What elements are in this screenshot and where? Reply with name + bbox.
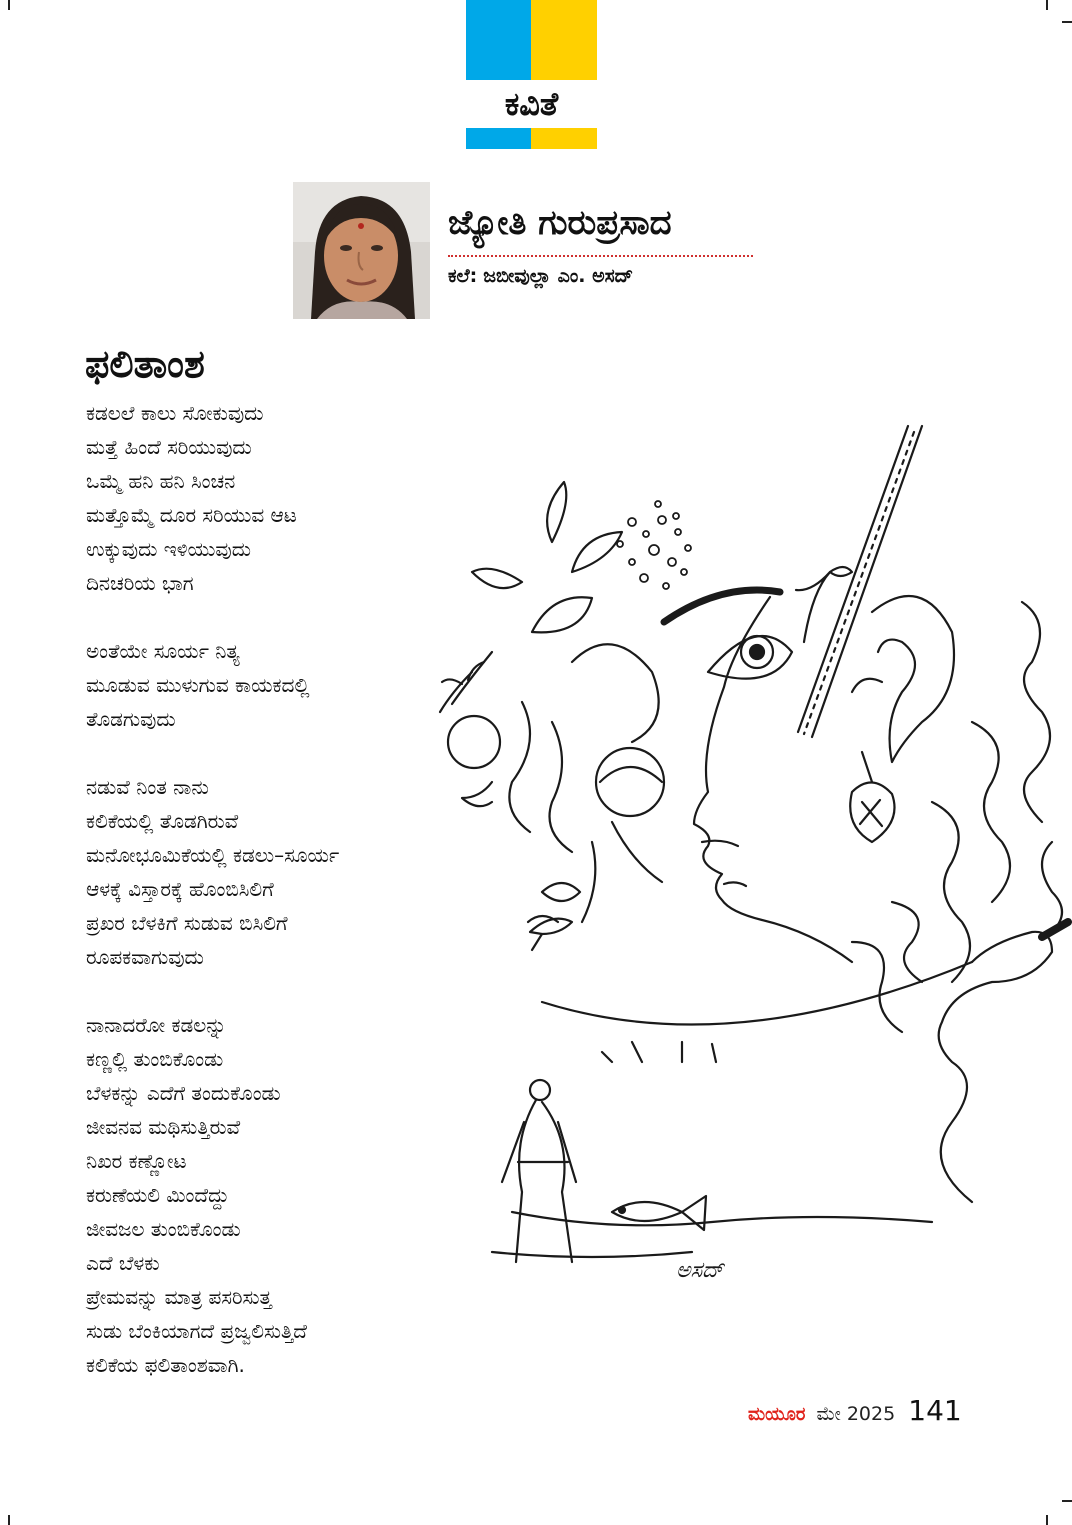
poem-line: ಎದೆ ಬೆಳಕು (86, 1251, 160, 1275)
poem-body (86, 396, 466, 1416)
artist-signature: ಅಸದ್ (676, 1258, 724, 1283)
poem-line: ತೊಡಗುವುದು (86, 707, 176, 731)
ear-sketch (852, 596, 954, 762)
poem-line: ಮತ್ತೆ ಹಿಂದೆ ಸರಿಯುವುದು (86, 435, 252, 459)
crop-mark-right-bottom (1062, 1500, 1072, 1502)
dots-sketch (617, 501, 691, 589)
author-photo (293, 182, 430, 319)
art-credit (448, 262, 639, 290)
poem-line: ದಿನಚರಿಯ ಭಾಗ (86, 571, 194, 595)
poem-line: ಅಂತೆಯೇ ಸೂರ್ಯ ನಿತ್ಯ (86, 639, 240, 663)
page-number: 141 (908, 1394, 962, 1427)
stanza (86, 770, 466, 974)
poem-line: ಮತ್ತೊಮ್ಮೆ ದೂರ ಸರಿಯುವ ಆಟ (86, 503, 297, 527)
poem-line: ಆಳಕ್ಕೆ ವಿಸ್ತಾರಕ್ಕೆ ಹೊಂಬಿಸಿಲಿಗೆ (86, 877, 274, 901)
poem-line: ಜೀವಜಲ ತುಂಬಿಕೊಂಡು (86, 1217, 241, 1241)
poem-line: ನಡುವೆ ನಿಂತ ನಾನು (86, 775, 209, 799)
stanza (86, 634, 466, 736)
author-name: ಜ್ಯೋತಿ ಗುರುಪ್ರಸಾದ (448, 203, 672, 243)
art-credit-prefix: ಕಲೆ: (448, 265, 478, 287)
badge-yellow-block (531, 0, 597, 80)
poem-line: ಪ್ರಖರ ಬೆಳಕಿಗೆ ಸುಡುವ ಬಿಸಿಲಿಗೆ (86, 911, 288, 935)
earring-sketch (850, 752, 894, 842)
poem-illustration (432, 422, 1072, 1342)
poem-line: ಒಮ್ಮೆ ಹನಿ ಹನಿ ಸಿಂಚನ (86, 469, 236, 493)
poem-line: ಪ್ರೇಮವನ್ನು ಮಾತ್ರ ಪಸರಿಸುತ್ತ (86, 1285, 272, 1309)
poem-line: ಕಡಲಲೆ ಕಾಲು ಸೋಕುವುದು (86, 401, 264, 425)
crop-mark-right-top (1062, 21, 1072, 23)
poem-line: ನಿಖರ ಕಣ್ಣೋಟ (86, 1149, 187, 1173)
poem-line: ಕಲಿಕೆಯ ಫಲಿತಾಂಶವಾಗಿ. (86, 1353, 245, 1377)
poem-line: ಜೀವನವ ಮಥಿಸುತ್ತಿರುವೆ (86, 1115, 241, 1139)
author-rule (448, 255, 753, 257)
poem-line: ಮನೋಭೂಮಿಕೆಯಲ್ಲಿ ಕಡಲು–ಸೂರ್ಯ (86, 843, 340, 867)
crop-mark-bottom-right (1046, 1515, 1048, 1525)
poem-line: ಮೂಡುವ ಮುಳುಗುವ ಕಾಯಕದಲ್ಲಿ (86, 673, 310, 697)
badge-blue-strip (466, 128, 531, 149)
poem-line: ಸುಡು ಬೆಂಕಿಯಾಗದೆ ಪ್ರಜ್ವಲಿಸುತ್ತಿದೆ (86, 1319, 307, 1343)
section-label: ಕವಿತೆ (504, 85, 559, 123)
stanza (86, 396, 466, 600)
poem-line: ರೂಪಕವಾಗುವುದು (86, 945, 204, 969)
page-footer (748, 1393, 962, 1433)
stanza (86, 1008, 466, 1382)
crop-mark-bottom-left (8, 1515, 10, 1525)
scroll-sketch (492, 922, 1068, 1257)
bird-sketch (530, 919, 572, 950)
poem-line: ಕಣ್ಣಲ್ಲಿ ತುಂಬಿಕೊಂಡು (86, 1047, 224, 1071)
section-badge (466, 0, 597, 150)
poem-line: ಕಲಿಕೆಯಲ್ಲಿ ತೊಡಗಿರುವೆ (86, 809, 239, 833)
poem-line: ಕರುಣೆಯಲಿ ಮಿಂದೆದ್ದು (86, 1183, 230, 1207)
crop-mark-top-left (8, 0, 10, 10)
poem-title: ಫಲಿತಾಂಶ (85, 342, 205, 386)
crop-mark-top-right (1046, 0, 1048, 10)
poem-line: ಉಕ್ಕುವುದು ಇಳಿಯುವುದು (86, 537, 251, 561)
magazine-name: ಮಯೂರ (748, 1404, 806, 1425)
foliage-sketch (440, 482, 664, 922)
badge-blue-block (466, 0, 531, 80)
poem-line: ಬೆಳಕನ್ನು ಎದೆಗೆ ತಂದುಕೊಂಡು (86, 1081, 281, 1105)
art-credit-name: ಜಬೀವುಲ್ಲಾ ಎಂ. ಅಸದ್ (483, 265, 634, 287)
poem-line: ನಾನಾದರೋ ಕಡಲನ್ನು (86, 1013, 227, 1037)
eye-sketch (664, 590, 792, 679)
badge-yellow-strip (531, 128, 597, 149)
issue-date: ಮೇ 2025 (816, 1403, 896, 1425)
walking-figure-sketch (502, 1080, 576, 1262)
